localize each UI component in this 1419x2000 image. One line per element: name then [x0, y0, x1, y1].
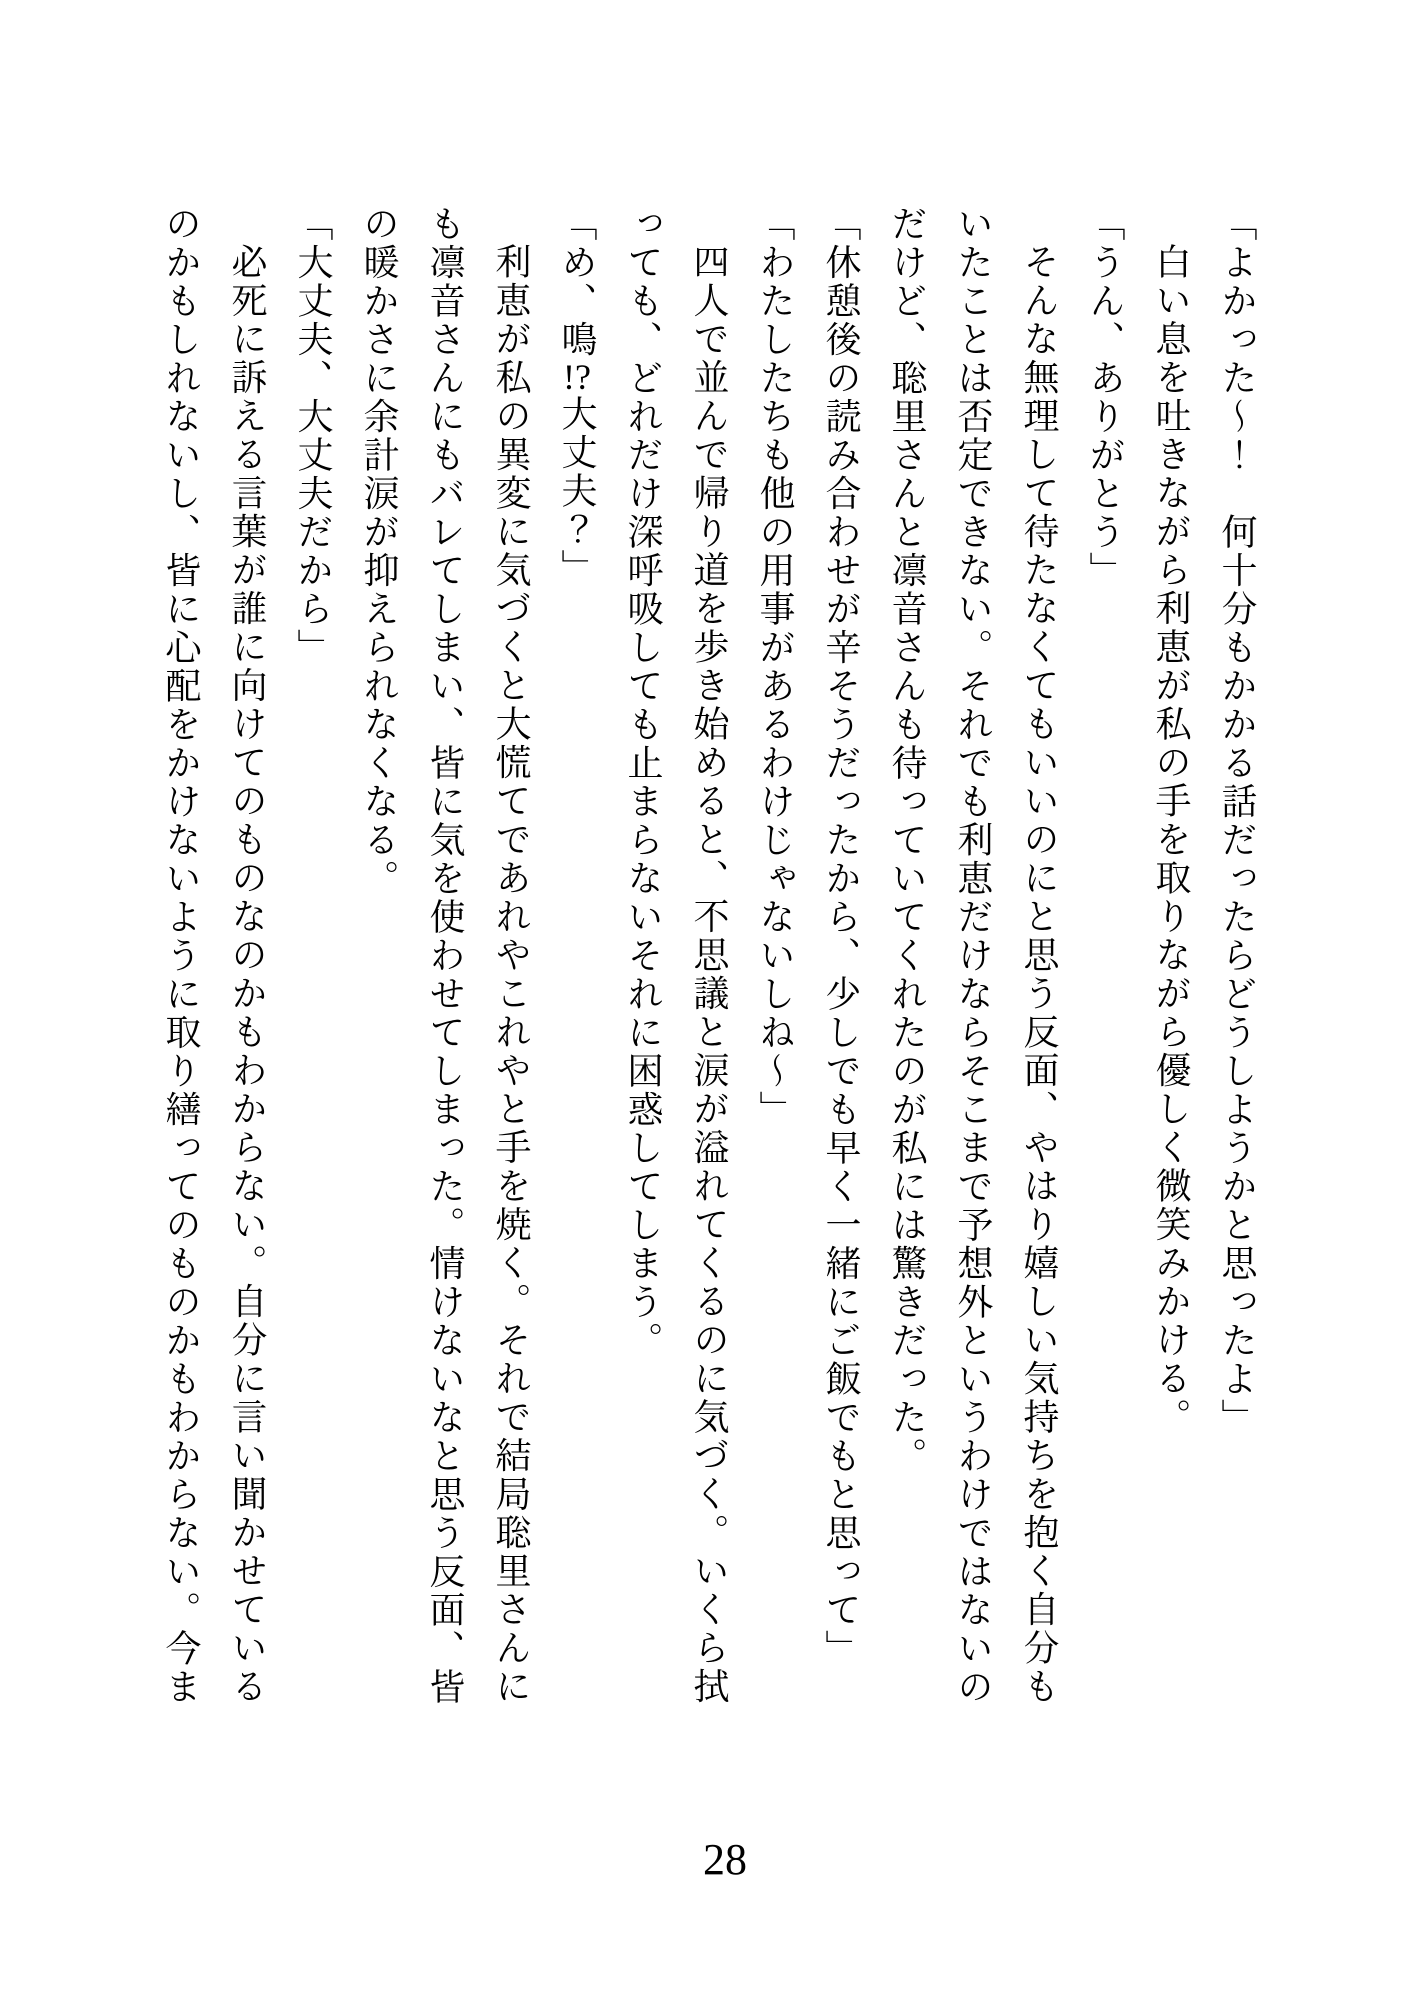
text-line: のかもしれないし、皆に心配をかけないように取り繕ってのものかもわからない。今ま [161, 205, 201, 1707]
page-number: 28 [703, 1835, 747, 1884]
text-line: 四人で並んで帰り道を歩き始めると、不思議と涙が溢れてくるのに気づく。いくら拭 [689, 243, 729, 1706]
text-line: 必死に訴える言葉が誰に向けてのものなのかもわからない。自分に言い聞かせている [227, 243, 267, 1706]
text-line: の暖かさに余計涙が抑えられなくなる。 [359, 205, 399, 898]
text-line: 「よかった〜！ 何十分もかかる話だったらどうしようかと思ったよ」 [1217, 205, 1257, 1437]
text-line: 「大丈夫、大丈夫だから」 [293, 205, 333, 667]
text-line: 「うん、ありがとう」 [1085, 205, 1125, 590]
text-line: 「わたしたちも他の用事があるわけじゃないしね〜」 [755, 205, 795, 1129]
text-line: 利恵が私の異変に気づくと大慌てであれやこれやと手を焼く。それで結局聡里さんに [491, 243, 531, 1706]
text-line: 「休憩後の読み合わせが辛そうだったから、少しでも早く一緒にご飯でもと思って」 [821, 205, 861, 1668]
text-line: 「め、鳴!?大丈夫？」 [557, 205, 597, 588]
text-line: そんな無理して待たなくてもいいのにと思う反面、やはり嬉しい気持ちを抱く自分も [1019, 243, 1059, 1706]
body-text [148, 205, 1270, 1765]
text-line: も凛音さんにもバレてしまい、皆に気を使わせてしまった。情けないなと思う反面、皆 [425, 205, 465, 1707]
text-line: いたことは否定できない。それでも利恵だけならそこまで予想外というわけではないの [953, 205, 993, 1707]
text-line: 白い息を吐きながら利恵が私の手を取りながら優しく微笑みかける。 [1151, 243, 1191, 1437]
text-line: だけど、聡里さんと凛音さんも待っていてくれたのが私には驚きだった。 [887, 205, 927, 1476]
tatechuyoko-exclamation-question: !? [563, 359, 591, 395]
text-line: っても、どれだけ深呼吸しても止まらないそれに困惑してしまう。 [623, 205, 663, 1360]
